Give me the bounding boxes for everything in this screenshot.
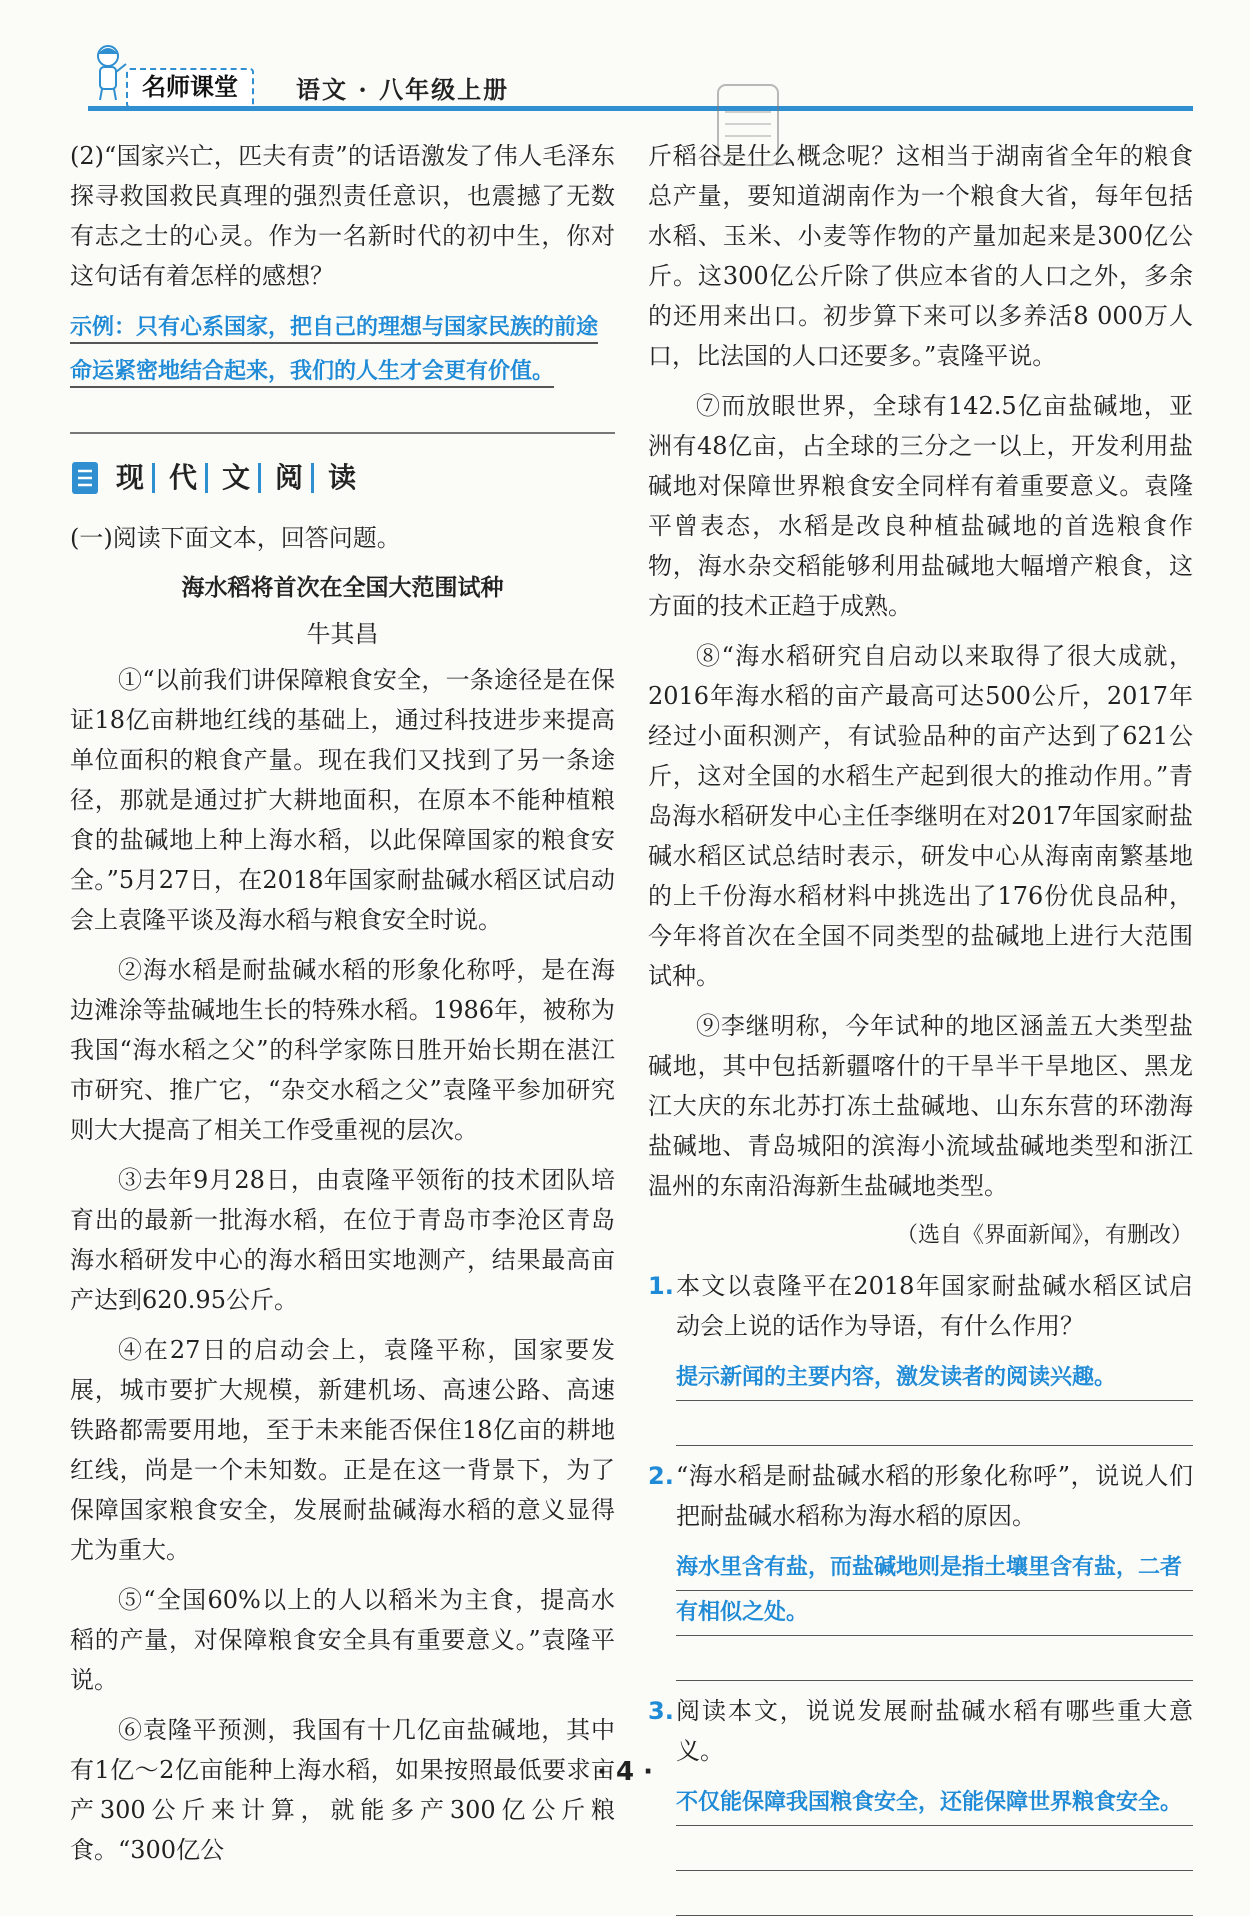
brand-title: 名师课堂 (126, 68, 254, 108)
question-prompt: 阅读本文，说说发展耐盐碱水稻有哪些重大意义。 (676, 1697, 1193, 1765)
question-3 (648, 1691, 1193, 1916)
blank-answer-line[interactable] (676, 1401, 1193, 1446)
blank-answer-line[interactable] (676, 1636, 1193, 1681)
question-prompt: 本文以袁隆平在2018年国家耐盐碱水稻区试启动会上说的话作为导语，有什么作用？ (676, 1272, 1193, 1340)
question-2 (648, 1456, 1193, 1681)
section-char: 读 (328, 461, 357, 494)
question-number: 2. (648, 1462, 674, 1490)
answer-line[interactable]: 海水里含有盐，而盐碱地则是指土壤里含有盐，二者 (676, 1546, 1193, 1591)
article-paragraph: 斤稻谷是什么概念呢？这相当于湖南省全年的粮食总产量，要知道湖南作为一个粮食大省，每年包括水稻、玉米、小麦等作物的产量加起来是300亿公斤。这300亿公斤除了供应本省的人口之外，多余的还用来出口。初步算下来可以多养活8 000万人口，比法国的人口还要多。”袁隆平说。 (648, 142, 1193, 370)
header-rule (88, 106, 1193, 111)
subject-title: 语文 · 八年级上册 (296, 75, 510, 104)
right-column (648, 136, 1193, 1916)
article-paragraph: ⑦而放眼世界，全球有142.5亿亩盐碱地，亚洲有48亿亩，占全球的三分之一以上，开发利用盐碱地对保障世界粮食安全同样有着重要意义。袁隆平曾表态，水稻是改良种植盐碱地的首选粮食作物，海水杂交稻能够利用盐碱地大幅增产粮食，这方面的技术正趋于成熟。 (648, 392, 1193, 620)
previous-answer: 示例：只有心系国家，把自己的理想与国家民族的前途命运紧密地结合起来，我们的人生才会更有价值。 (70, 315, 599, 384)
section-title (70, 456, 615, 500)
article-paragraph: ④在27日的启动会上，袁隆平称，国家要发展，城市要扩大规模，新建机场、高速公路、高速铁路都需要用地，至于未来能否保住18亿亩的耕地红线，尚是一个未知数。正是在这一背景下，为了保障国家粮食安全，发展耐盐碱海水稻的意义显得尤为重大。 (70, 1336, 615, 1564)
answer-line[interactable]: 有相似之处。 (676, 1591, 1193, 1636)
page-header (88, 40, 1193, 112)
article-paragraph: ⑧“海水稻研究自启动以来取得了很大成就，2016年海水稻的亩产最高可达500公斤，2017年经过小面积测产，有试验品种的亩产达到了621公斤，这对全国的水稻生产起到很大的推动作用。”青岛海水稻研发中心主任李继明在对2017年国家耐盐碱水稻区试总结时表示，研发中心从海南南繁基地的上千份海水稻材料中挑选出了176份优良品种，今年将首次在全国不同类型的盐碱地上进行大范围试种。 (648, 642, 1193, 990)
article-source: （选自《界面新闻》，有删改） (895, 1223, 1193, 1248)
section-char: 代 (161, 463, 208, 493)
blank-answer-line[interactable] (676, 1871, 1193, 1916)
section-divider (70, 432, 615, 434)
section-char: 文 (214, 463, 261, 493)
question-number: 3. (648, 1697, 674, 1725)
teacher-mascot-icon (88, 40, 128, 102)
section-char: 阅 (267, 463, 314, 493)
page-number: · 4 · (597, 1757, 653, 1787)
question-prompt: “海水稻是耐盐碱水稻的形象化称呼”，说说人们把耐盐碱水稻称为海水稻的原因。 (676, 1462, 1193, 1530)
question-1 (648, 1266, 1193, 1446)
article-title: 海水稻将首次在全国大范围试种 (181, 575, 504, 601)
question-text (648, 1456, 1193, 1536)
article-paragraph: ⑨李继明称，今年试种的地区涵盖五大类型盐碱地，其中包括新疆喀什的干旱半干旱地区、黑龙江大庆的东北苏打冻土盐碱地、山东东营的环渤海盐碱地、青岛城阳的滨海小流域盐碱地类型和浙江温州的东南沿海新生盐碱地类型。 (648, 1012, 1193, 1200)
book-badge-icon (70, 460, 102, 496)
article-paragraph: ⑥袁隆平预测，我国有十几亿亩盐碱地，其中有1亿～2亿亩能种上海水稻，如果按照最低要求亩产300公斤来计算，就能多产300亿公斤粮食。“300亿公 (70, 1716, 615, 1864)
left-column (70, 136, 615, 1880)
article-paragraph: ⑤“全国60%以上的人以稻米为主食，提高水稻的产量，对保障粮食安全具有重要意义。”袁隆平说。 (70, 1586, 615, 1694)
section-char: 现 (108, 463, 155, 493)
article-paragraph: ②海水稻是耐盐碱水稻的形象化称呼，是在海边滩涂等盐碱地生长的特殊水稻。1986年，被称为我国“海水稻之父”的科学家陈日胜开始长期在湛江市研究、推广它，“杂交水稻之父”袁隆平参加研究则大大提高了相关工作受重视的层次。 (70, 956, 615, 1144)
article-author: 牛其昌 (306, 620, 379, 648)
answer-line[interactable]: 不仅能保障我国粮食安全，还能保障世界粮食安全。 (676, 1781, 1193, 1826)
previous-question: (2)“国家兴亡，匹夫有责”的话语激发了伟人毛泽东探寻救国救民真理的强烈责任意识，也震撼了无数有志之士的心灵。作为一名新时代的初中生，你对这句话有着怎样的感想？ (70, 142, 615, 290)
question-text (648, 1266, 1193, 1346)
reading-instruction: (一)阅读下面文本，回答问题。 (70, 524, 401, 552)
article-paragraph: ①“以前我们讲保障粮食安全，一条途径是在保证18亿亩耕地红线的基础上，通过科技进步来提高单位面积的粮食产量。现在我们又找到了另一条途径，那就是通过扩大耕地面积，在原本不能种植粮食的盐碱地上种上海水稻，以此保障国家的粮食安全。”5月27日，在2018年国家耐盐碱水稻区试启动会上袁隆平谈及海水稻与粮食安全时说。 (70, 666, 615, 934)
question-number: 1. (648, 1272, 674, 1300)
blank-answer-line[interactable] (676, 1826, 1193, 1871)
answer-line[interactable]: 提示新闻的主要内容，激发读者的阅读兴趣。 (676, 1356, 1193, 1401)
article-paragraph: ③去年9月28日，由袁隆平领衔的技术团队培育出的最新一批海水稻，在位于青岛市李沧区青岛海水稻研发中心的海水稻田实地测产，结果最高亩产达到620.95公斤。 (70, 1166, 615, 1314)
